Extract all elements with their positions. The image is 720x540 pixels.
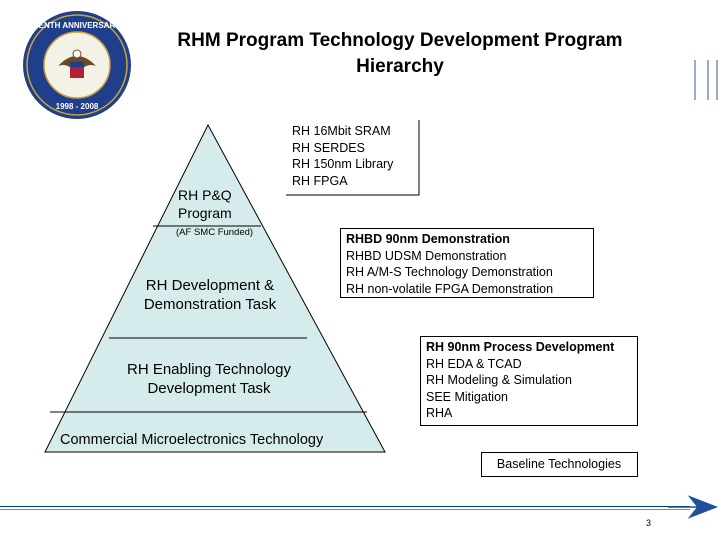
pq-item: RH 150nm Library xyxy=(292,157,394,171)
enabling-item: SEE Mitigation xyxy=(426,389,508,404)
anniversary-seal-logo xyxy=(22,10,132,120)
enabling-item: RH EDA & TCAD xyxy=(426,356,522,371)
baseline-box xyxy=(481,452,638,477)
tier-enabling-label xyxy=(114,360,304,398)
demo-item: RH A/M-S Technology Demonstration xyxy=(346,265,553,279)
tier-development-line-2: Demonstration Task xyxy=(143,296,277,313)
footer-arrow-icon xyxy=(668,494,718,520)
tier-enabling-line-1: RH Enabling Technology xyxy=(127,361,291,378)
tier-development-label xyxy=(130,276,290,314)
seal-bottom-text: 1998 - 2008 xyxy=(55,102,99,111)
enabling-items-box xyxy=(420,336,638,426)
footer-rule xyxy=(0,506,690,507)
tier-pq-label: RH P&Q Program xyxy=(178,187,232,221)
demo-item: RHBD UDSM Demonstration xyxy=(346,248,507,263)
page-title xyxy=(140,28,660,80)
pq-box-border xyxy=(286,120,420,196)
enabling-item: RH Modeling & Simulation xyxy=(426,373,572,387)
demo-item-heading: RHBD 90nm Demonstration xyxy=(346,232,510,246)
footer-rule-secondary xyxy=(0,509,690,510)
tier-development-line-1: RH Development & xyxy=(145,277,275,294)
pq-item: RH 16Mbit SRAM xyxy=(292,124,391,138)
tier-base-label: Commercial Microelectronics Technology xyxy=(60,432,324,448)
demo-items-box xyxy=(340,228,594,298)
demo-item: RH non-volatile FPGA Demonstration xyxy=(346,281,554,296)
corner-decoration xyxy=(690,60,720,110)
enabling-item-heading: RH 90nm Process Development xyxy=(426,340,615,354)
tier-pq-sublabel: (AF SMC Funded) xyxy=(176,227,254,238)
baseline-label: Baseline Technologies xyxy=(496,457,622,471)
pq-item: RH SERDES xyxy=(292,140,365,155)
title-line-2: Hierarchy xyxy=(356,56,444,77)
enabling-item: RHA xyxy=(426,406,453,420)
tier-enabling-line-2: Development Task xyxy=(147,380,271,397)
title-line-1: RHM Program Technology Development Program xyxy=(177,30,623,51)
seal-top-text: TENTH ANNIVERSARY xyxy=(33,21,121,30)
pq-item: RH FPGA xyxy=(292,173,348,188)
page-number: 3 xyxy=(646,518,652,528)
